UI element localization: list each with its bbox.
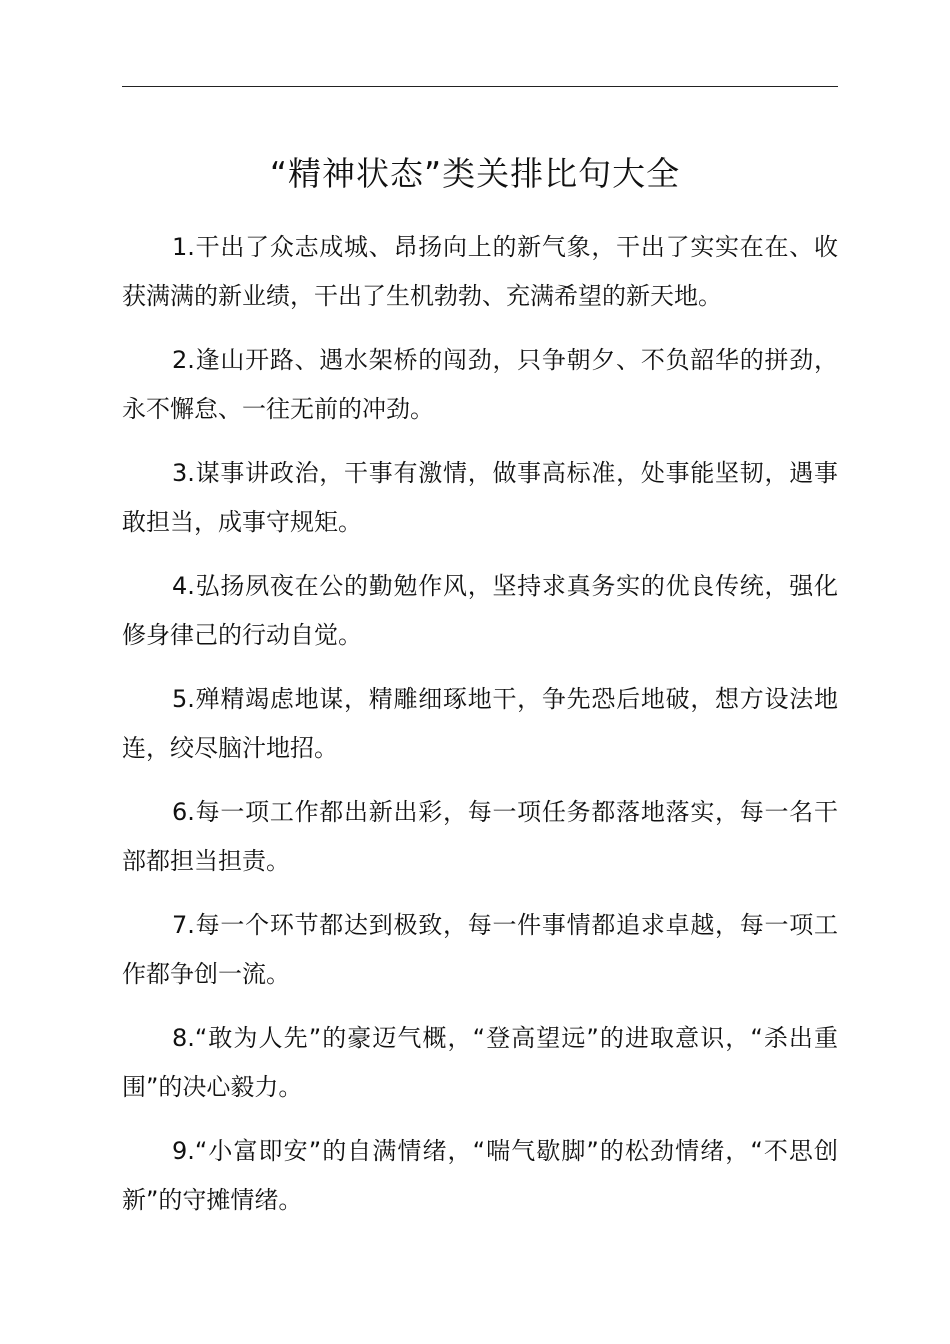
document-title: “精神状态”类关排比句大全 xyxy=(269,154,681,193)
paragraph-3: 3.谋事讲政治，干事有激情，做事高标准，处事能坚韧，遇事敢担当，成事守规矩。 xyxy=(122,459,838,536)
document-body xyxy=(122,223,838,1240)
paragraph-1: 1.干出了众志成城、昂扬向上的新气象，干出了实实在在、收获满满的新业绩，干出了生机勃勃、充满希望的新天地。 xyxy=(122,233,838,310)
paragraph-4: 4.弘扬夙夜在公的勤勉作风，坚持求真务实的优良传统，强化修身律己的行动自觉。 xyxy=(122,572,838,649)
paragraph-2: 2.逢山开路、遇水架桥的闯劲，只争朝夕、不负韶华的拼劲，永不懈怠、一往无前的冲劲。 xyxy=(122,346,838,423)
header-rule xyxy=(122,86,838,87)
paragraph-6: 6.每一项工作都出新出彩，每一项任务都落地落实，每一名干部都担当担责。 xyxy=(122,798,838,875)
paragraph-8: 8.“敢为人先”的豪迈气概，“登高望远”的进取意识，“杀出重围”的决心毅力。 xyxy=(122,1024,838,1101)
paragraph-5: 5.殚精竭虑地谋，精雕细琢地干，争先恐后地破，想方设法地连，绞尽脑汁地招。 xyxy=(122,685,838,762)
paragraph-7: 7.每一个环节都达到极致，每一件事情都追求卓越，每一项工作都争创一流。 xyxy=(122,911,838,988)
paragraph-9: 9.“小富即安”的自满情绪，“喘气歇脚”的松劲情绪，“不思创新”的守摊情绪。 xyxy=(122,1137,838,1214)
